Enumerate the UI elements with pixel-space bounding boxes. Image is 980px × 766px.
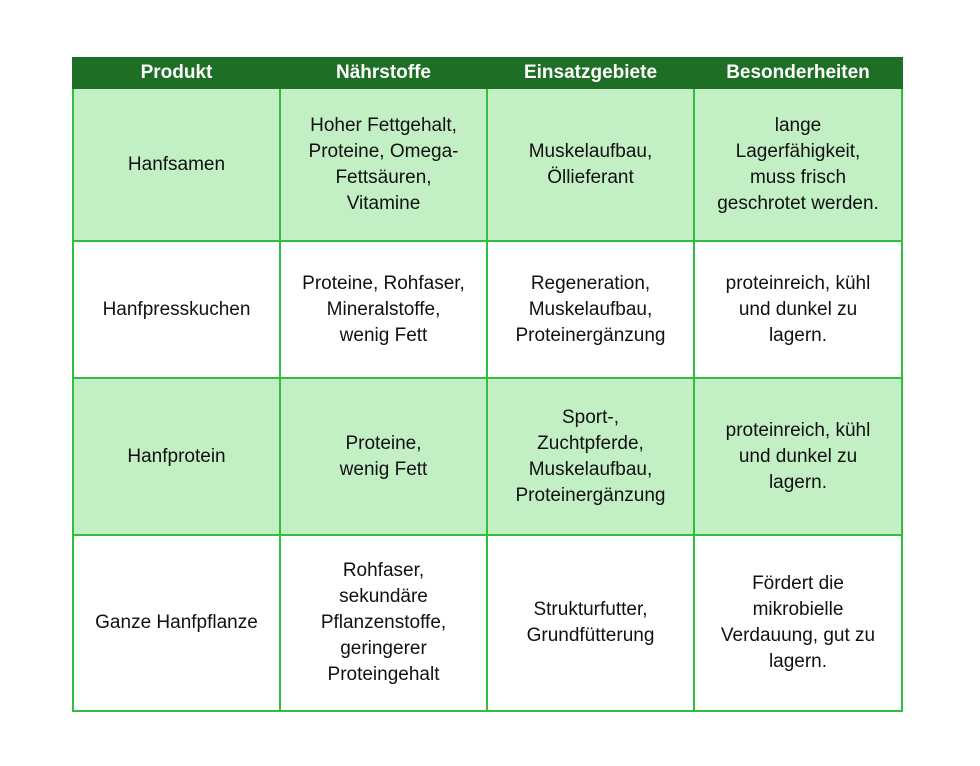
cell-line: Proteinergänzung [515,484,666,506]
cell-line: Proteinergänzung [515,324,666,346]
cell-produkt [73,241,280,378]
cell-line: Lagerfähigkeit, [735,140,861,162]
cell-besonderheiten [694,378,902,535]
cell-line: sekundäre [339,586,428,607]
cell-line: Verdauung, gut zu [720,625,876,646]
cell-produkt [73,378,280,535]
cell-line: geringerer [340,638,427,659]
cell-line: Rohfaser, [342,560,425,581]
cell-line: mikrobielle [752,599,844,620]
table-row [73,241,902,378]
cell-produkt [73,88,280,241]
cell-line: lagern. [768,471,828,493]
table-row [73,88,902,241]
cell-besonderheiten [694,535,902,711]
cell-line: Muskelaufbau, [528,298,653,320]
table-row [73,535,902,711]
cell-line: und dunkel zu [738,445,858,467]
header-produkt: Produkt [73,58,280,88]
cell-line: proteinreich, kühl [725,272,871,294]
table-row [73,378,902,535]
cell-line: Proteine, [345,432,422,454]
cell-line: Strukturfutter, [533,599,648,620]
cell-produkt [73,535,280,711]
header-besonderheiten: Besonderheiten [694,58,902,88]
cell-line: Zuchtpferde, [537,432,644,454]
cell-line: Fettsäuren, [335,166,432,188]
hemp-feed-table [72,57,903,712]
cell-line: Öllieferant [547,166,634,188]
cell-line: Regeneration, [530,272,651,294]
cell-line: Hanfsamen [127,153,226,175]
cell-line: Proteine, Rohfaser, [302,272,465,294]
cell-line: wenig Fett [339,458,428,480]
cell-line: Vitamine [346,192,421,214]
cell-line: Pflanzenstoffe, [320,612,447,633]
cell-naehrstoffe [280,241,487,378]
cell-line: Muskelaufbau, [528,458,653,480]
cell-line: Grundfütterung [526,625,655,646]
header-row [73,58,902,88]
cell-line: Ganze Hanfpflanze [95,612,258,633]
cell-line: lange [774,114,822,136]
cell-line: wenig Fett [339,324,428,346]
cell-einsatzgebiete [487,241,694,378]
header-einsatzgebiete: Einsatzgebiete [487,58,694,88]
cell-line: Muskelaufbau, [528,140,653,162]
cell-line: lagern. [768,324,828,346]
cell-naehrstoffe [280,378,487,535]
cell-line: geschrotet werden. [717,192,879,214]
cell-line: Hoher Fettgehalt, [310,114,457,136]
header-naehrstoffe: Nährstoffe [280,58,487,88]
cell-line: Proteingehalt [327,664,440,685]
cell-besonderheiten [694,88,902,241]
cell-line: Fördert die [752,573,844,594]
cell-line: muss frisch [749,166,847,188]
cell-besonderheiten [694,241,902,378]
cell-line: Mineralstoffe, [326,298,441,320]
cell-line: Hanfprotein [127,445,226,467]
cell-einsatzgebiete [487,88,694,241]
cell-line: Proteine, Omega- [308,140,459,162]
cell-line: proteinreich, kühl [725,419,871,441]
cell-naehrstoffe [280,88,487,241]
cell-naehrstoffe [280,535,487,711]
cell-line: Hanfpresskuchen [102,298,251,320]
cell-line: lagern. [768,651,828,672]
cell-einsatzgebiete [487,378,694,535]
cell-line: und dunkel zu [738,298,858,320]
cell-einsatzgebiete [487,535,694,711]
cell-line: Sport-, [561,406,620,428]
